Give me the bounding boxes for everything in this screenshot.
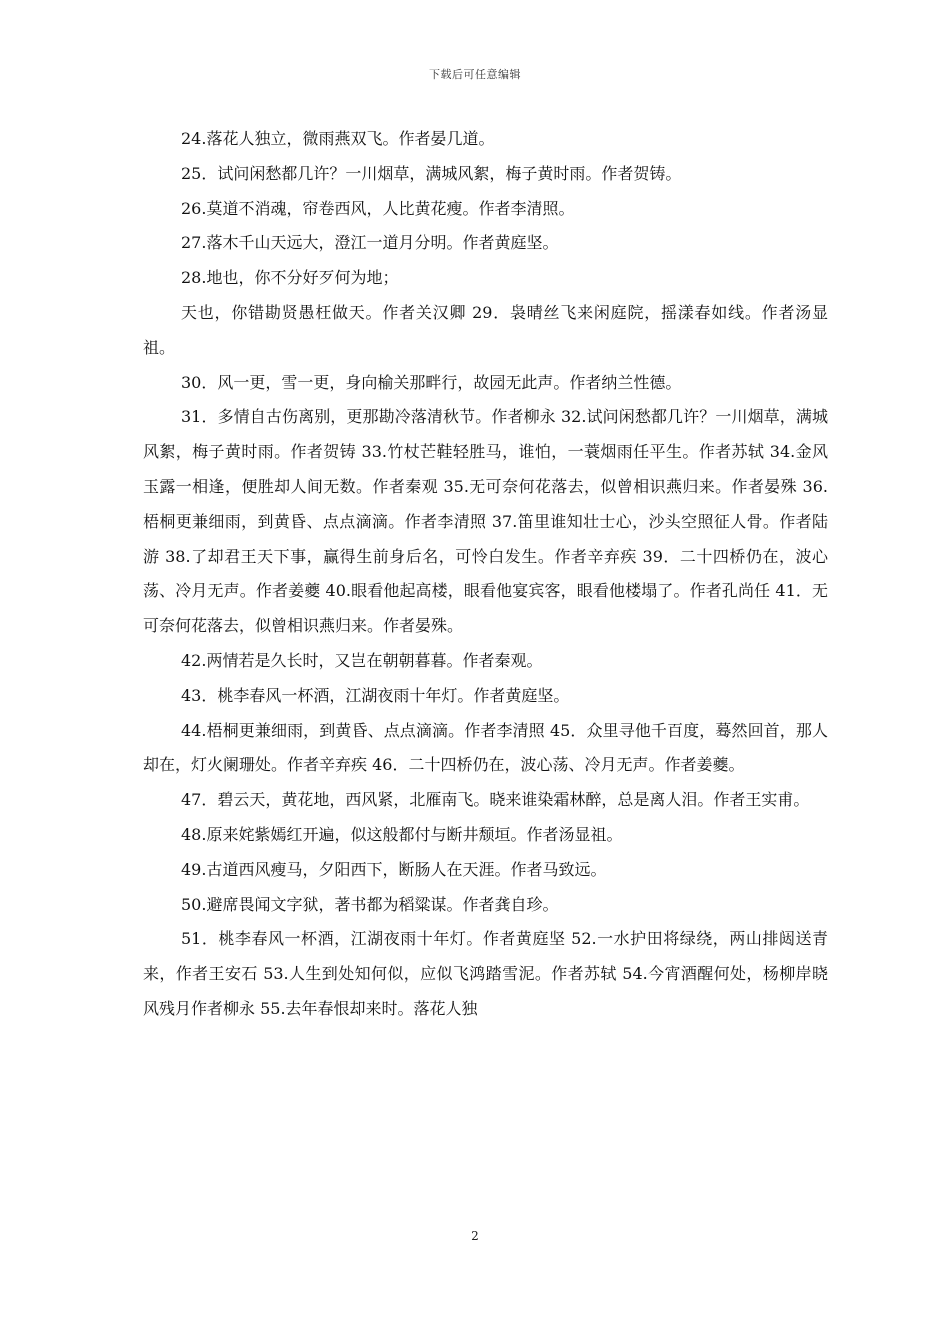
paragraph-51-55: 51．桃李春风一杯酒，江湖夜雨十年灯。作者黄庭坚 52.一水护田将绿绕，两山排闼送青来，作者王安石 53.人生到处知何似，应似飞鸿踏雪泥。作者苏轼 54.今宵酒醒何处，杨柳岸晓风残月作者柳永 55.去年春恨却来时。落花人独: [143, 929, 828, 1018]
page-number: 2: [471, 1229, 479, 1243]
paragraph-30: 30．风一更，雪一更，身向榆关那畔行，故园无此声。作者纳兰性德。: [181, 372, 682, 392]
paragraph-26: 26.莫道不消魂，帘卷西风，人比黄花瘦。作者李清照。: [181, 198, 575, 218]
paragraph-31-41: 31．多情自古伤离别，更那勘冷落清秋节。作者柳永 32.试问闲愁都几许？一川烟草，满城风絮，梅子黄时雨。作者贺铸 33.竹杖芒鞋轻胜马，谁怕，一蓑烟雨任平生。作者苏轼 34.金风玉露一相逢，便胜却人间无数。作者秦观 35.无可奈何花落去，似曾相识燕归来。作者晏殊 36.梧桐更兼细雨，到黄昏、点点滴滴。作者李清照 37.笛里谁知壮士心，沙头空照征人骨。作者陆游 38.了却君王天下事，赢得生前身后名，可怜白发生。作者辛弃疾 39．二十四桥仍在，波心荡、冷月无声。作者姜夔 40.眼看他起高楼，眼看他宴宾客，眼看他楼塌了。作者孔尚任 41．无可奈何花落去，似曾相识燕归来。作者晏殊。: [143, 407, 828, 636]
document-body: [143, 122, 828, 1027]
paragraph-48: 48.原来姹紫嫣红开遍，似这般都付与断井颓垣。作者汤显祖。: [181, 824, 623, 844]
paragraph-50: 50.避席畏闻文字狱，著书都为稻粱谋。作者龚自珍。: [181, 894, 559, 914]
paragraph-43: 43．桃李春风一杯酒，江湖夜雨十年灯。作者黄庭坚。: [181, 685, 570, 705]
paragraph-49: 49.古道西风瘦马，夕阳西下，断肠人在天涯。作者马致远。: [181, 859, 607, 879]
paragraph-28-29: 天也，你错勘贤愚枉做天。作者关汉卿 29．袅晴丝飞来闲庭院，摇漾春如线。作者汤显祖。: [143, 302, 828, 357]
paragraph-42: 42.两情若是久长时，又岂在朝朝暮暮。作者秦观。: [181, 650, 543, 670]
paragraph-44-46: 44.梧桐更兼细雨，到黄昏、点点滴滴。作者李清照 45．众里寻他千百度，蓦然回首，那人却在，灯火阑珊处。作者辛弃疾 46．二十四桥仍在，波心荡、冷月无声。作者姜夔。: [143, 720, 828, 775]
paragraph-25: 25．试问闲愁都几许？一川烟草，满城风絮，梅子黄时雨。作者贺铸。: [181, 163, 682, 183]
paragraph-47: 47．碧云天，黄花地，西风紧，北雁南飞。晓来谁染霜林醉，总是离人泪。作者王实甫。: [181, 790, 810, 810]
page-header: 下载后可任意编辑: [429, 68, 521, 81]
paragraph-27: 27.落木千山天远大，澄江一道月分明。作者黄庭坚。: [181, 233, 559, 253]
paragraph-24: 24.落花人独立，微雨燕双飞。作者晏几道。: [181, 129, 495, 148]
paragraph-28: 28.地也，你不分好歹何为地；: [181, 268, 399, 288]
